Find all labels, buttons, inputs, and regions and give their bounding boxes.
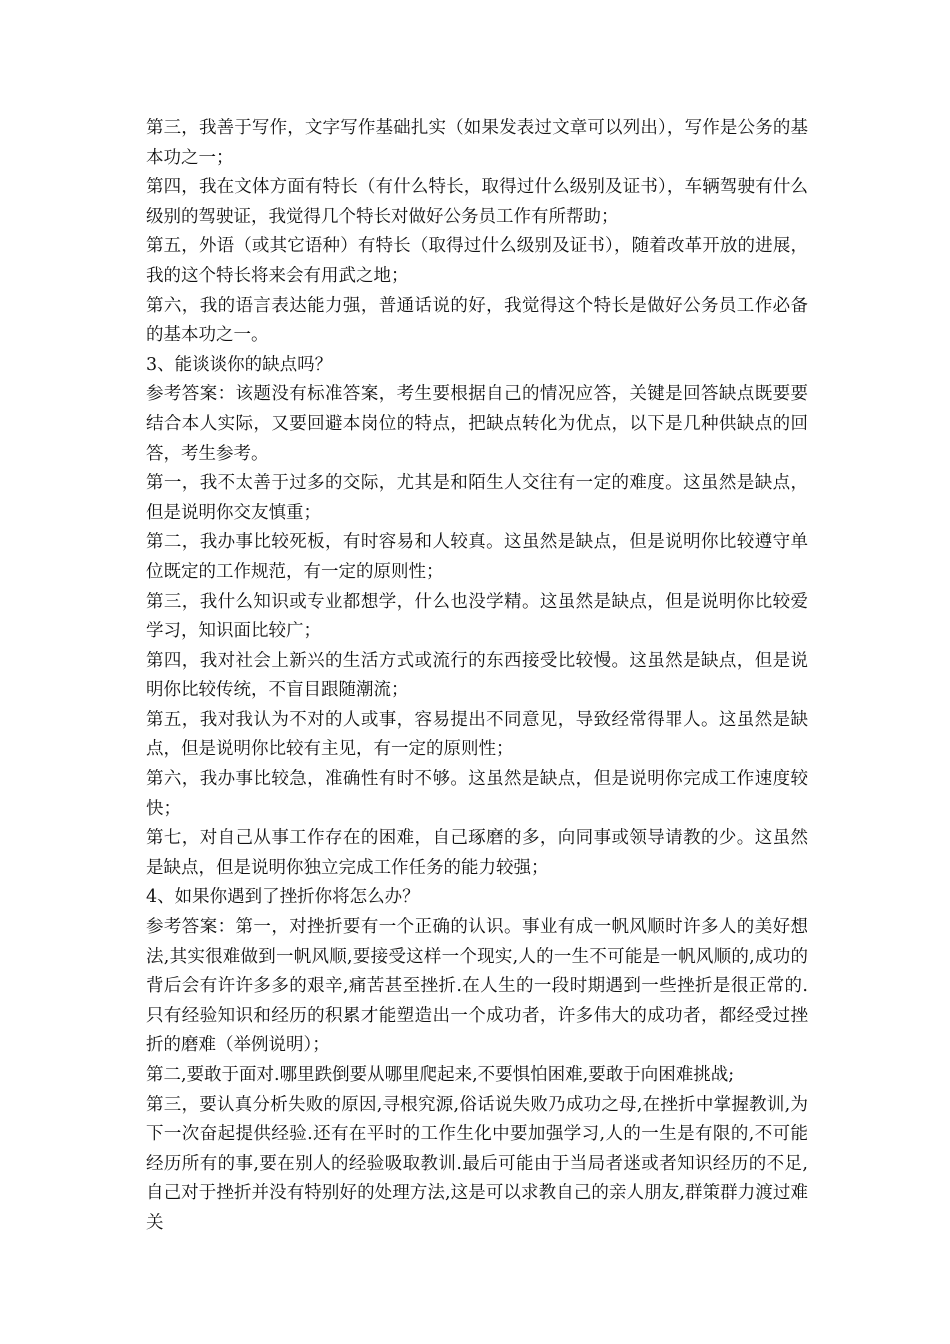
answer-4-part-1: 参考答案：第一，对挫折要有一个正确的认识。事业有成一帆风顺时许多人的美好想法,其实很难做到一帆风顺,要接受这样一个现实,人的一生不可能是一帆风顺的,成功的背后会有许许多多的艰辛,痛苦甚至挫折.在人生的一段时期遇到一些挫折是很正常的.只有经验知识和经历的积累才能塑造出一个成功者，许多伟大的成功者，都经受过挫折的磨难（举例说明）； (146, 917, 808, 1056)
question-3-heading: 3、能谈谈你的缺点吗？ (146, 354, 333, 375)
paragraph-weakness-3: 第三，我什么知识或专业都想学，什么也没学精。这虽然是缺点，但是说明你比较爱学习，知识面比较广； (146, 591, 808, 642)
paragraph-weakness-4: 第四，我对社会上新兴的生活方式或流行的东西接受比较慢。这虽然是缺点，但是说明你比较传统，不盲目跟随潮流； (146, 650, 808, 701)
document-body (146, 114, 808, 1239)
answer-4-part-3: 第三，要认真分析失败的原因,寻根究源,俗话说失败乃成功之母,在挫折中掌握教训,为下一次奋起提供经验.还有在平时的工作生化中要加强学习,人的一生是有限的,不可能经历所有的事,要在别人的经验吸取教训.最后可能由于当局者迷或者知识经历的不足,自己对于挫折并没有特别好的处理方法,这是可以求教自己的亲人朋友,群策群力渡过难关 (146, 1094, 808, 1233)
paragraph-strength-5: 第五，外语（或其它语种）有特长（取得过什么级别及证书），随着改革开放的进展，我的这个特长将来会有用武之地； (146, 236, 808, 286)
paragraph-weakness-1: 第一，我不太善于过多的交际，尤其是和陌生人交往有一定的难度。这虽然是缺点，但是说明你交友慎重； (146, 473, 808, 523)
paragraph-weakness-2: 第二，我办事比较死板，有时容易和人较真。这虽然是缺点，但是说明你比较遵守单位既定的工作规范，有一定的原则性； (146, 532, 808, 582)
paragraph-strength-3: 第三，我善于写作，文字写作基础扎实（如果发表过文章可以列出），写作是公务的基本功之一； (146, 118, 808, 168)
question-4-heading: 4、如果你遇到了挫折你将怎么办？ (146, 887, 420, 908)
answer-3-intro: 参考答案：该题没有标准答案，考生要根据自己的情况应答，关键是回答缺点既要要结合本人实际，又要回避本岗位的特点，把缺点转化为优点，以下是几种供缺点的回答，考生参考。 (146, 384, 808, 464)
paragraph-weakness-6: 第六，我办事比较急，准确性有时不够。这虽然是缺点，但是说明你完成工作速度较快； (146, 769, 808, 819)
paragraph-weakness-5: 第五，我对我认为不对的人或事，容易提出不同意见，导致经常得罪人。这虽然是缺点，但是说明你比较有主见，有一定的原则性； (146, 709, 808, 760)
answer-4-part-2: 第二,要敢于面对.哪里跌倒要从哪里爬起来,不要惧怕困难,要敢于向困难挑战; (146, 1065, 735, 1085)
paragraph-strength-4: 第四，我在文体方面有特长（有什么特长，取得过什么级别及证书），车辆驾驶有什么级别的驾驶证，我觉得几个特长对做好公务员工作有所帮助； (146, 177, 808, 227)
paragraph-strength-6: 第六，我的语言表达能力强，普通话说的好，我觉得这个特长是做好公务员工作必备的基本功之一。 (146, 295, 808, 346)
paragraph-weakness-7: 第七，对自己从事工作存在的困难，自己琢磨的多，向同事或领导请教的少。这虽然是缺点，但是说明你独立完成工作任务的能力较强； (146, 828, 808, 878)
